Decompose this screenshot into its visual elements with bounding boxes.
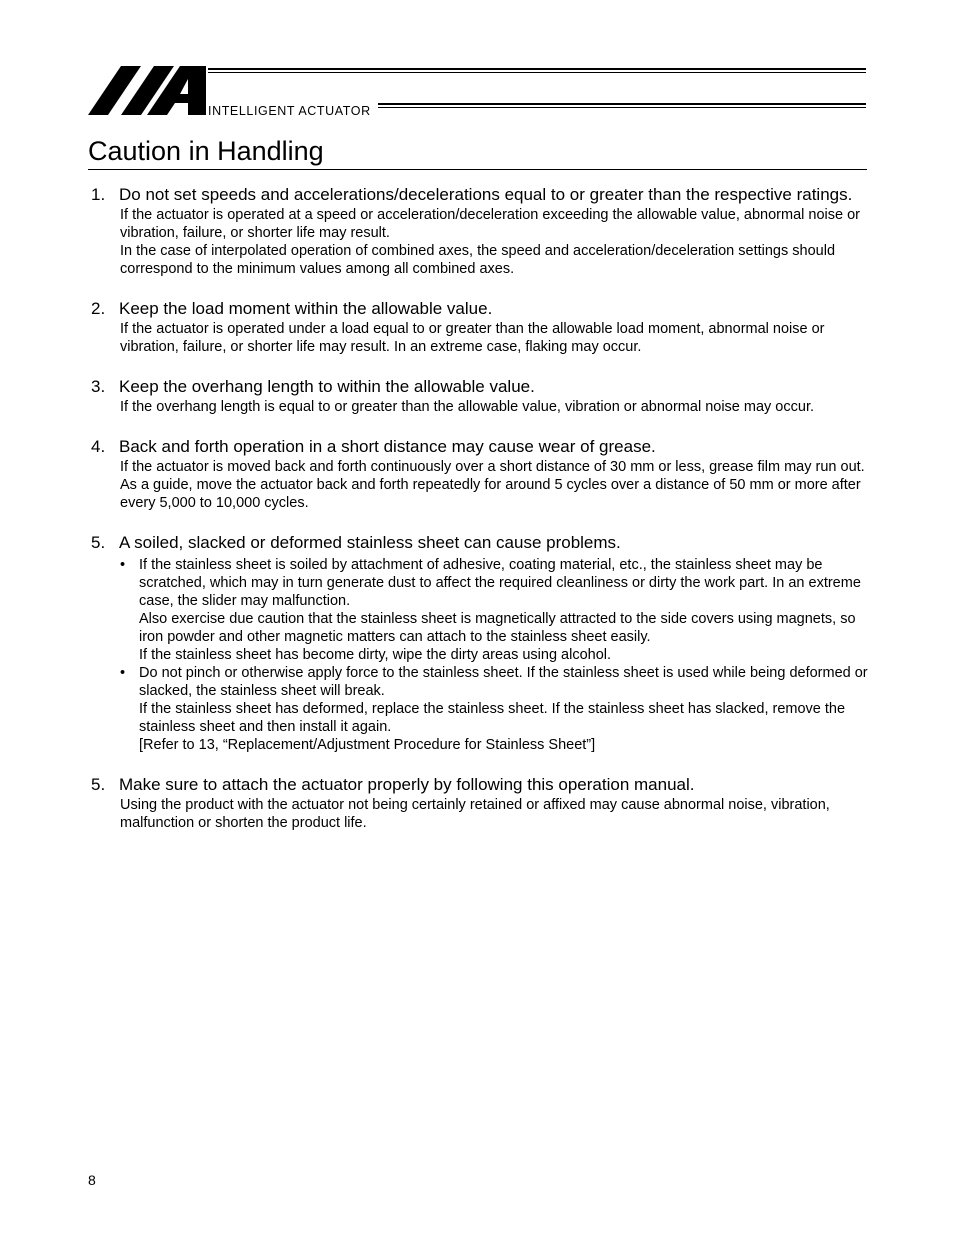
caution-list [88, 184, 868, 852]
caution-item-5 [88, 532, 868, 754]
header-rule-top [208, 68, 866, 73]
item-title: A soiled, slacked or deformed stainless sheet can cause problems. [119, 533, 621, 552]
caution-item-3 [88, 376, 868, 416]
description-paragraph: Using the product with the actuator not being certainly retained or affixed may cause abnormal noise, vibration, malfunction or shorten the product life. [120, 797, 830, 831]
bullet-paragraph: If the stainless sheet is soiled by attachment of adhesive, coating material, etc., the stainless sheet may be scratched, which may in turn generate dust to affect the required cleanliness or dirty the work part. In an extreme case, the slider may malfunction. [139, 557, 861, 609]
caution-item-1 [88, 184, 868, 278]
item-number: 2. [91, 299, 106, 318]
item-description [120, 398, 868, 416]
item-description [120, 458, 868, 512]
bullet-paragraph: If the stainless sheet has deformed, replace the stainless sheet. If the stainless sheet has slacked, remove the stainless sheet and then install it again. [139, 701, 846, 735]
caution-item-2 [88, 298, 868, 356]
item-number: 3. [91, 377, 106, 396]
bullet-dot: • [120, 557, 126, 573]
item-description [120, 796, 868, 832]
description-paragraph: If the overhang length is equal to or greater than the allowable value, vibration or abnormal noise may occur. [120, 399, 814, 415]
brand-name: INTELLIGENT ACTUATOR [208, 104, 371, 118]
bullet-item [118, 556, 868, 664]
caution-item-4 [88, 436, 868, 512]
description-paragraph: If the actuator is moved back and forth continuously over a short distance of 30 mm or less, grease film may run out. As a guide, move the actuator back and forth repeatedly for around 5 cycles over a distance of 50 mm or more after every 5,000 to 10,000 cycles. [120, 459, 865, 511]
description-paragraph: In the case of interpolated operation of combined axes, the speed and acceleration/deceleration settings should correspond to the minimum values among all combined axes. [120, 243, 836, 277]
caution-item-6 [88, 774, 868, 832]
item-title: Back and forth operation in a short distance may cause wear of grease. [119, 437, 656, 456]
item-number: 5. [91, 533, 106, 552]
description-paragraph: If the actuator is operated at a speed or acceleration/deceleration exceeding the allowable value, abnormal noise or vibration, failure, or shorter life may result. [120, 207, 860, 241]
item-number: 4. [91, 437, 106, 456]
page-header [88, 64, 866, 120]
bullet-paragraph: Do not pinch or otherwise apply force to the stainless sheet. If the stainless sheet is used while being deformed or slacked, the stainless sheet will break. [139, 665, 868, 699]
bullet-paragraph: Also exercise due caution that the stainless sheet is magnetically attracted to the side covers using magnets, so iron powder and other magnetic matters can attach to the stainless sheet easily. [139, 611, 856, 645]
item-title: Do not set speeds and accelerations/decelerations equal to or greater than the respective ratings. [119, 185, 853, 204]
bullet-list [118, 556, 868, 754]
bullet-paragraph: If the stainless sheet has become dirty, wipe the dirty areas using alcohol. [139, 647, 612, 663]
iai-logo-icon [88, 66, 210, 116]
page-number: 8 [88, 1172, 96, 1188]
item-number: 5. [91, 775, 106, 794]
item-title: Keep the overhang length to within the allowable value. [119, 377, 535, 396]
item-number: 1. [91, 185, 106, 204]
bullet-paragraph: [Refer to 13, “Replacement/Adjustment Procedure for Stainless Sheet”] [139, 737, 596, 753]
item-description [120, 320, 868, 356]
item-description [120, 206, 868, 278]
header-rule-bottom [378, 103, 866, 108]
bullet-dot: • [120, 665, 126, 681]
item-title: Keep the load moment within the allowable value. [119, 299, 493, 318]
description-paragraph: If the actuator is operated under a load equal to or greater than the allowable load moment, abnormal noise or vibration, failure, or shorter life may result. In an extreme case, flaking may occur. [120, 321, 825, 355]
bullet-item [118, 664, 868, 754]
item-title: Make sure to attach the actuator properly by following this operation manual. [119, 775, 695, 794]
page-title: Caution in Handling [88, 134, 867, 170]
